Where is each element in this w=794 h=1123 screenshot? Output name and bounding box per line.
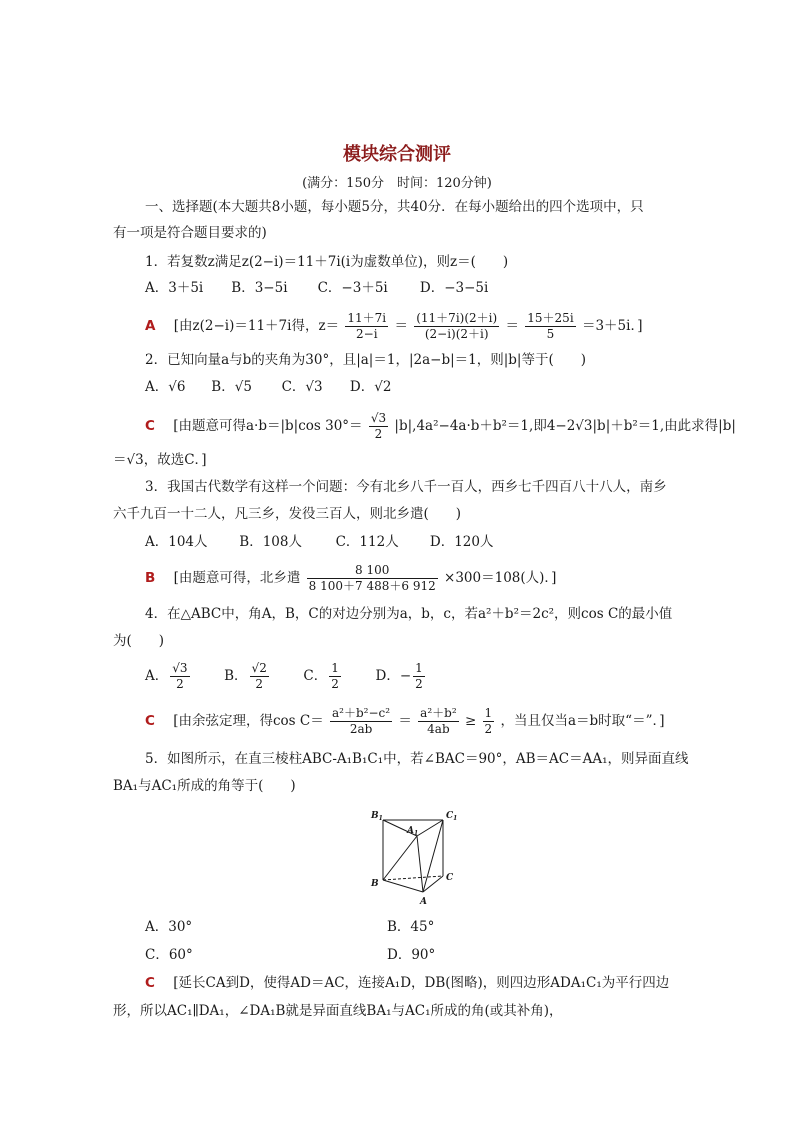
q2-explanation-line2: ＝√3，故选C．] <box>113 452 207 468</box>
q1-fraction-3 <box>525 311 575 342</box>
q4-option-d-frac <box>413 661 425 692</box>
q1-option-b: B．3−5i <box>231 280 288 296</box>
q4-option-a-frac <box>170 661 189 692</box>
q5-option-c: C．60° <box>145 947 193 963</box>
q5-answer: C <box>145 975 155 991</box>
segment-ba1 <box>383 836 417 880</box>
q2-f-den: 2 <box>374 427 383 441</box>
q5-explanation <box>145 972 693 994</box>
q4-a-den: 2 <box>176 677 184 691</box>
q1-f2-num: (11＋7i)(2＋i) <box>416 311 498 325</box>
q4-fraction-1 <box>330 706 392 737</box>
q1-eq2: ＝ <box>505 318 519 334</box>
q5-stem-line2: BA₁与AC₁所成的角等于( ) <box>113 778 296 794</box>
q2-f-num: √3 <box>370 411 387 425</box>
q3-explanation <box>145 560 693 596</box>
q4-option-c-label: C． <box>303 668 328 684</box>
q2-expl-pre: [由题意可得a·b＝|b|cos 30°＝ <box>173 418 363 434</box>
q3-option-a: A．104人 <box>145 534 208 550</box>
q1-option-c: C．−3＋5i <box>317 280 388 296</box>
q4-expl-post: ，当且仅当a＝b时取“＝”．] <box>500 713 665 729</box>
q1-fraction-1 <box>345 311 388 342</box>
section-heading-line2: 有一项是符合题目要求的) <box>113 225 267 241</box>
q4-b-den: 2 <box>255 677 263 691</box>
q4-f1-den: 2ab <box>349 722 373 736</box>
q4-stem-line1: 4．在△ABC中，角A，B，C的对边分别为a，b，c，若a²＋b²＝2c²，则cos C的最小值 <box>145 606 673 622</box>
q1-f3-num: 15＋25i <box>527 311 574 325</box>
label-c: C <box>446 873 454 883</box>
q1-option-d: D．−3−5i <box>419 280 489 296</box>
q2-stem: 2．已知向量a与b的夹角为30°，且|a|＝1，|2a−b|＝1，则|b|等于( ) <box>145 352 586 368</box>
q3-options <box>145 531 693 553</box>
q5-option-b: B．45° <box>387 919 435 935</box>
q1-explanation <box>145 308 693 344</box>
q2-option-d: D．√2 <box>349 379 392 395</box>
q4-f3-den: 2 <box>484 722 493 736</box>
q4-f1-num: a²＋b²−c² <box>332 706 391 720</box>
q3-expl-pre: [由题意可得，北乡遣 <box>173 570 301 586</box>
q4-stem-line2: 为( ) <box>113 633 165 649</box>
q4-d-num: 1 <box>415 661 423 675</box>
q1-expl-post: ＝3＋5i．] <box>581 318 643 334</box>
q3-option-b: B．108人 <box>239 534 302 550</box>
q3-f-den: 8 100＋7 488＋6 912 <box>308 579 436 593</box>
q4-answer: C <box>145 713 155 729</box>
q4-fraction-2 <box>418 706 458 737</box>
q3-stem-line2: 六千九百一十二人，凡三乡，发役三百人，则北乡遣( ) <box>113 506 462 522</box>
section-heading-line1: 一、选择题(本大题共8小题，每小题5分，共40分．在每小题给出的四个选项中，只 <box>145 199 644 215</box>
q3-option-d: D．120人 <box>429 534 494 550</box>
q3-answer: B <box>145 570 156 586</box>
label-b: B <box>371 879 379 889</box>
prism-figure <box>365 800 465 912</box>
q3-stem-line1: 3．我国古代数学有这样一个问题：今有北乡八千一百人，西乡七千四百八十八人，南乡 <box>145 479 667 495</box>
q3-option-c: C．112人 <box>335 534 399 550</box>
q1-answer: A <box>145 318 156 334</box>
q1-expl-pre: [由z(2−i)＝11＋7i得，z＝ <box>173 318 340 334</box>
q4-fraction-3 <box>483 706 495 737</box>
label-a1: $A_1$ <box>407 826 419 837</box>
q5-option-a: A．30° <box>145 919 193 935</box>
q1-f1-den: 2−i <box>356 327 378 341</box>
q4-explanation <box>145 703 693 739</box>
edge-aa1 <box>417 836 423 892</box>
q1-option-a: A．3＋5i <box>145 280 204 296</box>
q3-expl-post: ×300＝108(人)．] <box>444 570 557 586</box>
label-b1: $B_1$ <box>371 811 383 822</box>
q4-option-a-label: A． <box>145 668 169 684</box>
q2-fraction <box>369 411 388 442</box>
q5-expl-line1: [延长CA到D，使得AD＝AC，连接A₁D，DB(图略)，则四边形ADA₁C₁为平行四边 <box>173 975 670 991</box>
q4-option-b-label: B． <box>224 668 248 684</box>
q2-option-b: B．√5 <box>211 379 252 395</box>
q1-f3-den: 5 <box>546 327 555 341</box>
q4-options <box>145 658 693 694</box>
q4-c-num: 1 <box>331 661 339 675</box>
q4-f2-num: a²＋b² <box>420 706 457 720</box>
q2-option-c: C．√3 <box>281 379 323 395</box>
q4-f2-den: 4ab <box>427 722 450 736</box>
q1-f1-num: 11＋7i <box>347 311 387 325</box>
q1-eq1: ＝ <box>394 318 408 334</box>
edge-ab <box>383 880 423 892</box>
edge-bc-hidden <box>383 876 443 880</box>
q1-stem: 1．若复数z满足z(2−i)＝11＋7i(i为虚数单位)，则z＝( ) <box>145 254 509 270</box>
q4-b-num: √2 <box>251 661 267 675</box>
label-a: A <box>420 897 427 907</box>
q1-fraction-2 <box>414 311 499 342</box>
q2-option-a: A．√6 <box>145 379 186 395</box>
label-c1: $C_1$ <box>446 811 458 822</box>
q5-stem-line1: 5．如图所示，在直三棱柱ABC-A₁B₁C₁中，若∠BAC＝90°，AB＝AC＝AA₁，则异面直线 <box>145 751 689 767</box>
edge-ac <box>423 876 443 892</box>
q4-eq1: ＝ <box>398 713 412 729</box>
q5-option-d: D．90° <box>387 947 436 963</box>
q2-answer: C <box>145 418 155 434</box>
q4-option-d-label: D．− <box>375 668 412 684</box>
q4-ge: ≥ <box>464 713 477 729</box>
q4-d-den: 2 <box>415 677 423 691</box>
q4-f3-num: 1 <box>484 706 493 720</box>
q3-f-num: 8 100 <box>307 563 438 579</box>
q4-option-b-frac <box>250 661 269 692</box>
q2-expl-post: |b|,4a²−4a·b＋b²＝1,即4−2√3|b|＋b²＝1,由此求得|b| <box>394 418 736 434</box>
q2-explanation <box>145 408 736 444</box>
q4-a-num: √3 <box>172 661 188 675</box>
q2-options <box>145 376 693 398</box>
q3-fraction <box>307 563 438 594</box>
q4-expl-pre: [由余弦定理，得cos C＝ <box>173 713 324 729</box>
q4-c-den: 2 <box>331 677 339 691</box>
page-title: 模块综合测评 <box>343 144 451 165</box>
q4-option-c-frac <box>329 661 341 692</box>
page-subtitle: (满分：150分 时间：120分钟) <box>302 176 492 191</box>
q1-options <box>145 277 693 299</box>
q1-f2-den: (2−i)(2＋i) <box>424 327 489 341</box>
q5-explanation-line2: 形，所以AC₁∥DA₁，∠DA₁B就是异面直线BA₁与AC₁所成的角(或其补角)， <box>113 1003 563 1019</box>
